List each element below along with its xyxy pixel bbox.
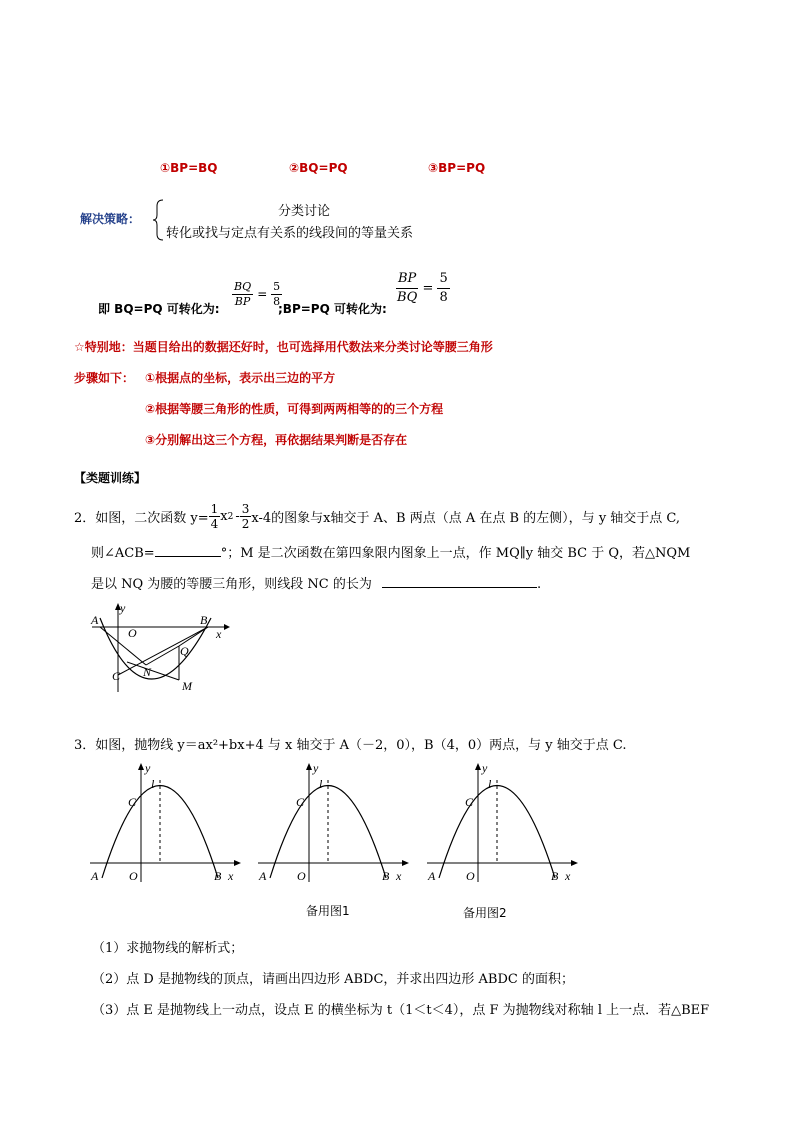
q2-figure: [88, 600, 233, 695]
fig3a-label-b: B: [214, 869, 222, 883]
fig3b-label-l: l: [319, 777, 323, 791]
answer-blank-angle[interactable]: [155, 556, 221, 557]
strategy-line1: 分类讨论: [278, 204, 331, 219]
fig2-label-m: M: [182, 679, 192, 693]
fig3c-label-x: x: [565, 869, 571, 883]
fig3a-label-x: x: [228, 869, 234, 883]
fig2-label-q: Q: [180, 644, 189, 658]
convert-prefix: 即 BQ=PQ 可转化为:: [98, 302, 220, 316]
q3-part2: （2）点 D 是抛物线的顶点，请画出四边形 ABDC，并求出四边形 ABDC 的面积；: [92, 972, 574, 987]
fig3a-label-c: C: [128, 795, 137, 809]
fig2-label-y: y: [120, 601, 126, 615]
q3-stem: 3．如图，抛物线 y＝ax²+bx+4 与 x 轴交于 A（－2，0），B（4，0）两点，与 y 轴交于点 C.: [74, 738, 627, 753]
fig3a-label-a: A: [91, 869, 99, 883]
fig3c-label-c: C: [465, 795, 474, 809]
fig2-label-a: A: [91, 613, 99, 627]
step-3: ③分别解出这三个方程，再依据结果判断是否存在: [145, 433, 408, 447]
fig2-label-n: N: [143, 665, 152, 679]
fig3b-label-y: y: [313, 761, 319, 775]
q3-part3: （3）点 E 是抛物线上一动点，设点 E 的横坐标为 t（1＜t＜4），点 F 为抛物线对称轴 l 上一点．若△BEF: [92, 1003, 710, 1018]
caption-spare1: 备用图1: [306, 904, 350, 918]
q3-figure-spare1: [256, 760, 416, 888]
answer-blank-nc[interactable]: [382, 587, 537, 588]
q3-part1: （1）求抛物线的解析式；: [92, 941, 244, 956]
fig2-label-x: x: [216, 627, 222, 641]
q3-figure-spare2: [425, 760, 585, 888]
fig2-label-c: C: [112, 669, 121, 683]
fig2-label-o: O: [128, 626, 137, 640]
q3-figure-main: [88, 760, 248, 888]
strategy-brace: [153, 198, 165, 242]
caption-spare2: 备用图2: [463, 906, 507, 920]
case-bp-pq: ③BP=PQ: [428, 161, 486, 175]
fig3a-label-y: y: [145, 761, 151, 775]
q2-line2: 则∠ACB= °；M 是二次函数在第四象限内图象上一点，作 MQ∥y 轴交 BC 于 Q，若△NQM: [91, 546, 691, 561]
case-bq-pq: ②BQ=PQ: [289, 161, 348, 175]
fig3b-label-a: A: [259, 869, 267, 883]
strategy-label: 解决策略：: [80, 212, 141, 226]
section-title: 【类题训练】: [74, 471, 147, 485]
fig3b-label-o: O: [297, 869, 306, 883]
fig3b-label-b: B: [382, 869, 390, 883]
convert-mid: ;BP=PQ 可转化为:: [278, 302, 387, 316]
strategy-line2: 转化或找与定点有关系的线段间的等量关系: [166, 226, 414, 241]
steps-label: 步骤如下：: [74, 371, 135, 385]
case-bp-bq: ①BP=BQ: [160, 161, 218, 175]
fig3b-label-c: C: [296, 795, 305, 809]
fraction-bq-bp: $\frac{BQ}{BP}$ = $\frac{5}{8}$: [234, 280, 281, 308]
fig3c-label-o: O: [466, 869, 475, 883]
q2-line3: 是以 NQ 为腰的等腰三角形，则线段 NC 的长为 .: [91, 577, 542, 592]
step-1: ①根据点的坐标，表示出三边的平方: [145, 371, 336, 385]
fig3a-label-o: O: [129, 869, 138, 883]
fraction-bp-bq: $\frac{BP}{BQ}$ = $\frac{5}{8}$: [397, 271, 448, 305]
fig3a-label-l: l: [151, 777, 155, 791]
fig3c-label-y: y: [482, 761, 488, 775]
fig3c-label-l: l: [488, 777, 492, 791]
special-note: ☆特别地：当题目给出的数据还好时，也可选择用代数法来分类讨论等腰三角形: [74, 340, 493, 354]
fig2-label-b: B: [200, 613, 208, 627]
fig3c-label-b: B: [551, 869, 559, 883]
q2-line1: 2．如图，二次函数 y= $\frac{1}{4}$ x 2 - $\frac{3}{2}$ x-4的图象与x轴交于 A、B 两点（点 A 在点 B 的左侧），与 y 轴交于点 C,: [74, 502, 681, 531]
fig3c-label-a: A: [428, 869, 436, 883]
step-2: ②根据等腰三角形的性质，可得到两两相等的的三个方程: [145, 402, 444, 416]
fig3b-label-x: x: [396, 869, 402, 883]
